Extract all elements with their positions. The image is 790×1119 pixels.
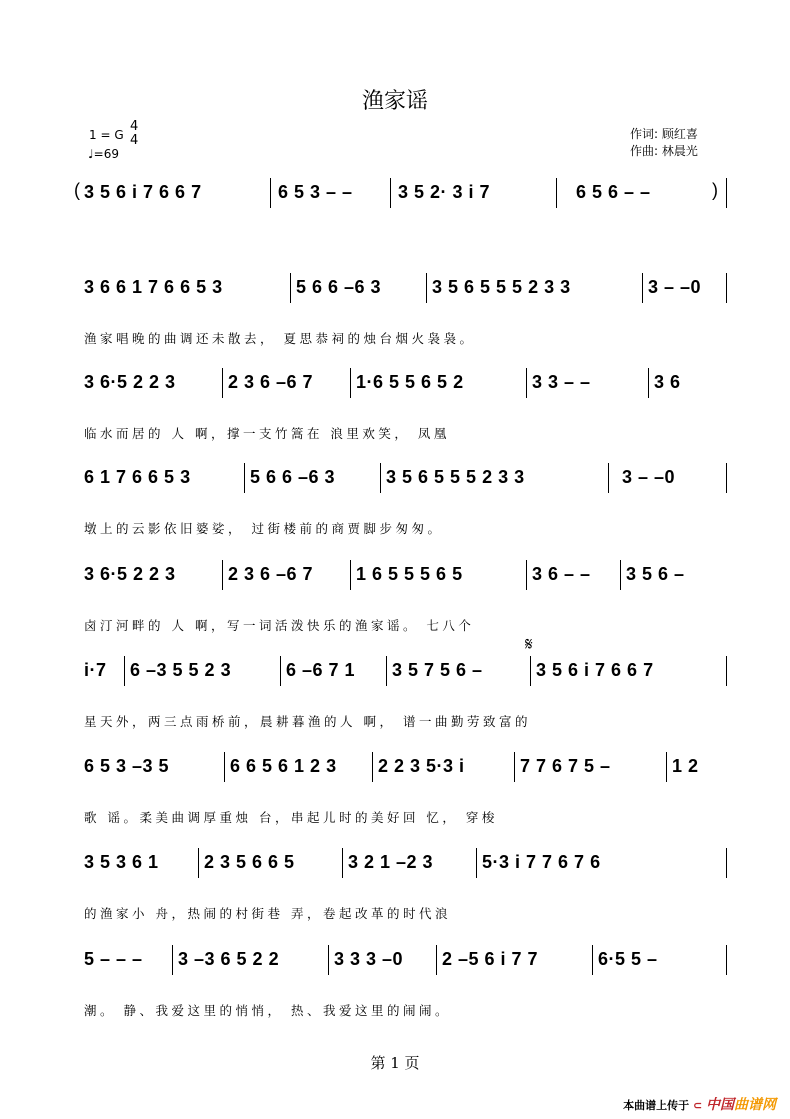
site-logo-icon: ⊂ [692,1099,703,1112]
barline [592,945,593,975]
measure: 1 2 [672,756,699,776]
barline [476,848,477,878]
barline [726,463,727,493]
barline [328,945,329,975]
intro-close-paren: ) [712,180,718,200]
lyricist-credit: 作词: 顾红喜 [630,127,698,141]
intro-notes [74,178,730,208]
measure: 3 5 3 6 1 [84,852,159,872]
measure: 3 6·5 2 2 3 [84,372,176,392]
measure: 1 6 5 5 5 6 5 [356,564,463,584]
measure: 3 –3 6 5 2 2 [178,949,280,969]
measure: 2 3 6 –6 7 [228,564,314,584]
barline [350,368,351,398]
measure: 3 – –0 [648,277,702,297]
site-logo-text-accent: 曲谱网 [734,1097,776,1113]
upload-credit [623,1094,776,1114]
barline [270,178,271,208]
intro-measure: 6 5 3 – – [278,182,353,202]
intro-measure: 6 5 6 – – [576,182,651,202]
barline [390,178,391,208]
measure: 6 5 3 –3 5 [84,756,170,776]
lyrics: 卤汀河畔的 人 啊，写一词活泼快乐的渔家谣。 七八个 [84,618,475,633]
barline [642,273,643,303]
barline [726,945,727,975]
barline [222,560,223,590]
notes-row [80,752,730,782]
measure: 3 6 – – [532,564,591,584]
barline [666,752,667,782]
time-signature-top: 4 [130,119,139,134]
measure: 5 – – – [84,949,143,969]
measure: 3 5 6 i 7 6 6 7 [536,660,654,680]
barline [244,463,245,493]
barline [726,656,727,686]
lyrics: 星天外，两三点雨桥前，晨耕暮渔的人 啊， 谱一曲勤劳致富的 [84,714,531,729]
measure: 6 –3 5 5 2 3 [130,660,232,680]
site-logo-text: 中国 [706,1097,734,1113]
notes-row [80,273,730,303]
barline [514,752,515,782]
lyrics: 潮。 静、我爱这里的悄悄， 热、我爱这里的闹闹。 [84,1003,451,1018]
measure: 3 6·5 2 2 3 [84,564,176,584]
intro-measure: 3 5 6 i 7 6 6 7 [84,182,202,202]
notes-row [80,634,730,686]
time-signature [130,120,138,148]
notes-row [80,848,730,878]
measure: 3 6 6 1 7 6 6 5 3 [84,277,223,297]
lyrics: 渔家唱晚的曲调还未散去， 夏思恭祠的烛台烟火袅袅。 [84,331,476,346]
barline [726,273,727,303]
barline [380,463,381,493]
notes-row [80,560,730,590]
measure: 3 5 7 5 6 – [392,660,483,680]
barline [608,463,609,493]
measure: 1·6 5 5 6 5 2 [356,372,464,392]
measure: 2 3 5 6 6 5 [204,852,295,872]
measure: 2 2 3 5·3 i [378,756,465,776]
barline [726,848,727,878]
barline [726,178,727,208]
barline [350,560,351,590]
measure: 2 –5 6 i 7 7 [442,949,539,969]
barline [222,368,223,398]
measure: 6·5 5 – [598,949,658,969]
page-title: 渔家谣 [361,89,428,114]
measure: 5 6 6 –6 3 [296,277,382,297]
measure: 3 5 6 5 5 5 2 3 3 [432,277,571,297]
barline [426,273,427,303]
barline [386,656,387,686]
barline [530,656,531,686]
barline [436,945,437,975]
measure: 3 5 6 – [626,564,685,584]
composer-credit: 作曲: 林晨光 [630,144,698,158]
barline [172,945,173,975]
measure: 6 6 5 6 1 2 3 [230,756,337,776]
measure: 3 2 1 –2 3 [348,852,434,872]
measure: 3 3 3 –0 [334,949,404,969]
lyrics: 墩上的云影依旧婆娑， 过街楼前的商贾脚步匆匆。 [84,521,444,536]
measure: 5 6 6 –6 3 [250,467,336,487]
barline [526,560,527,590]
barline [342,848,343,878]
measure: 6 –6 7 1 [286,660,356,680]
barline [198,848,199,878]
barline [290,273,291,303]
barline [648,368,649,398]
upload-text: 本曲谱上传于 [623,1099,690,1112]
intro-measure: 3 5 2· 3 i 7 [398,182,491,202]
barline [280,656,281,686]
notes-row [80,463,730,493]
barline [224,752,225,782]
measure: 3 5 6 5 5 5 2 3 3 [386,467,525,487]
barline [372,752,373,782]
lyrics: 临水而居的 人 啊，撑一支竹篙在 浪里欢笑， 凤凰 [84,426,450,441]
credits [630,126,698,160]
lyrics: 的渔家小 舟，热闹的村街巷 弄，卷起改革的时代浪 [84,906,451,921]
page-number: 第 1 页 [370,1054,420,1072]
barline [620,560,621,590]
barline [556,178,557,208]
measure: 2 3 6 –6 7 [228,372,314,392]
barline [124,656,125,686]
notes-row [80,368,730,398]
intro-open-paren: ( [74,180,80,200]
measure: 7 7 6 7 5 – [520,756,611,776]
measure: i·7 [84,660,107,680]
measure: 3 3 – – [532,372,591,392]
measure: 3 – –0 [622,467,676,487]
barline [526,368,527,398]
notes-row [80,945,730,975]
measure: 5·3 i 7 7 6 7 6 [482,852,601,872]
time-signature-bottom: 4 [130,133,139,148]
key-signature: 1 = G [89,128,124,142]
tempo-marking: ♩=69 [88,147,119,161]
measure: 6 1 7 6 6 5 3 [84,467,191,487]
segno-icon: 𝄋 [525,634,533,655]
lyrics: 歌 谣。柔美曲调厚重烛 台，串起儿时的美好回 忆， 穿梭 [84,810,498,825]
measure: 3 6 [654,372,681,392]
